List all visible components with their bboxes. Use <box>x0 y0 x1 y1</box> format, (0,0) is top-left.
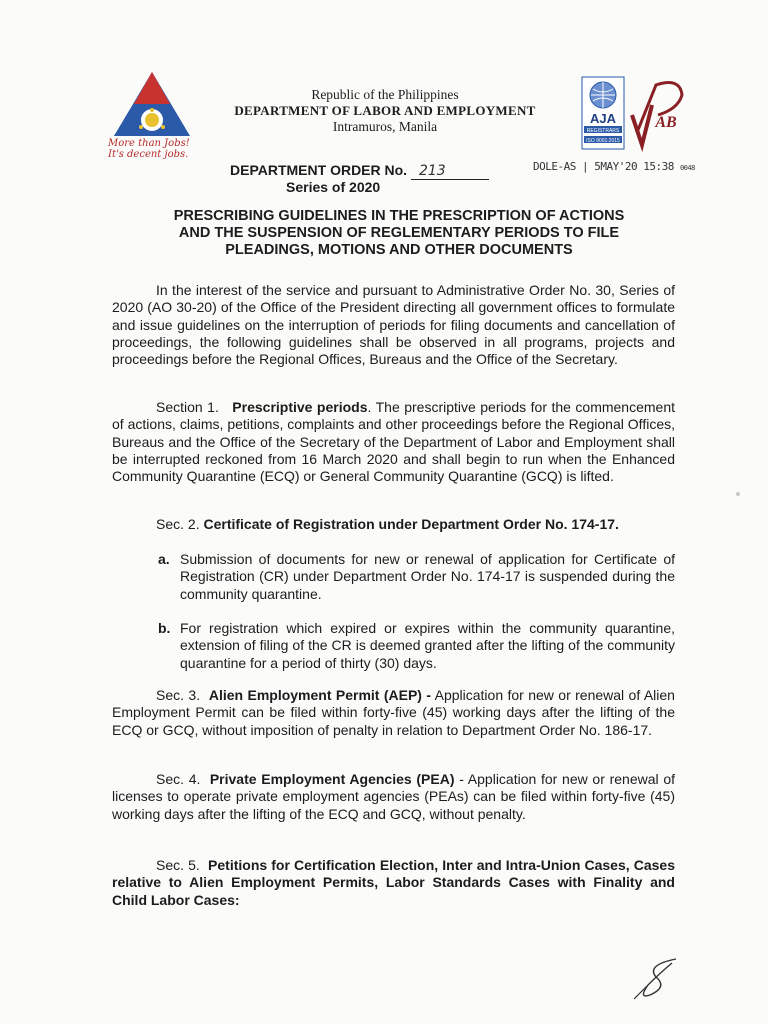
section-5 <box>112 857 675 909</box>
stamp-text: DOLE-AS | 5MAY'20 15:38 <box>533 160 674 173</box>
section-2-heading: Certificate of Registration under Department Order No. 174-17. <box>203 516 619 532</box>
cert-registrars-text: REGISTRARS <box>586 128 620 134</box>
scan-speck <box>736 492 740 496</box>
section-5-heading: Petitions for Certification Election, Inter and Intra-Union Cases, Cases relative to Alien Employment Permits, Labor Standards Cases with Finality and Child Labor Cases: <box>112 857 676 908</box>
item-a-letter: a. <box>158 551 170 567</box>
section-4 <box>112 771 675 823</box>
order-label: DEPARTMENT ORDER No. <box>230 162 408 178</box>
tagline-line-2: It's decent jobs. <box>108 149 189 160</box>
cert-aja-text: AJA <box>589 111 617 126</box>
order-title <box>140 208 658 259</box>
tagline-line-1: More than Jobs! <box>108 138 190 149</box>
section-3 <box>112 687 675 739</box>
section-1-label: Section 1. <box>156 399 219 415</box>
section-1-text: . The prescriptive periods for the commencement of actions, claims, petitions, complaints and other proceedings before the Regional Offices, Bureaus and the Office of the Secretary of the Department of Labor and Employment shall be interrupted reckoned from 16 March 2020 and shall begin to run when the Enhanced Community Quarantine (ECQ) or General Community Quarantine (GCQ) is lifted. <box>112 399 675 485</box>
section-2-item-a <box>158 551 675 603</box>
section-1 <box>112 399 675 485</box>
section-4-label: Sec. 4. <box>156 771 201 787</box>
title-line-2: AND THE SUSPENSION OF REGLEMENTARY PERIODS TO FILE <box>178 225 620 241</box>
section-4-heading: Private Employment Agencies (PEA) <box>209 771 455 787</box>
dole-tagline <box>108 138 208 160</box>
item-a-text: Submission of documents for new or renewal of application for Certificate of Registration (CR) under Department Order No. 174-17 is suspended during the community quarantine. <box>180 551 675 602</box>
section-3-text: Application for new or renewal of Alien Employment Permit can be filed within forty-five (45) working days after the lifting of the ECQ or GCQ, without imposition of penalty in relation to Department Order No. 186-17. <box>112 687 675 738</box>
order-number: 213 <box>411 163 489 180</box>
department-location: Intramuros, Manila <box>332 119 438 134</box>
section-2-item-b <box>158 620 675 672</box>
title-line-3: PLEADINGS, MOTIONS AND OTHER DOCUMENTS <box>225 242 573 258</box>
section-2 <box>112 516 675 533</box>
order-series: Series of 2020 <box>286 179 381 195</box>
receiving-stamp <box>533 160 695 173</box>
item-b-text: For registration which expired or expires within the community quarantine, extension of filing of the CR is deemed granted after the lifting of the community quarantine for a period of thirty (30) days. <box>180 620 675 671</box>
intro-paragraph <box>112 282 675 368</box>
certification-logos <box>578 75 688 155</box>
section-2-label: Sec. 2. <box>156 516 200 532</box>
signature-initials <box>626 955 686 1003</box>
letterhead <box>200 87 570 135</box>
title-line-1: PRESCRIBING GUIDELINES IN THE PRESCRIPTION OF ACTIONS <box>173 208 625 224</box>
intro-text: In the interest of the service and pursuant to Administrative Order No. 30, Series of 2020 (AO 30-20) of the Office of the President directing all government offices to formulate and issue guidelines on the interruption of periods for filing documents and cancellation of proceedings, the following guidelines shall be observed in all programs, projects and proceedings before the Regional Offices, Bureaus and the Office of the Secretary. <box>112 282 675 368</box>
section-3-label: Sec. 3. <box>156 687 201 703</box>
department-name: DEPARTMENT OF LABOR AND EMPLOYMENT <box>234 103 536 118</box>
order-number-line <box>230 162 489 180</box>
section-1-heading: Prescriptive periods <box>232 399 368 415</box>
section-3-heading: Alien Employment Permit (AEP) - <box>208 687 431 703</box>
section-4-text: - Application for new or renewal of licenses to operate private employment agencies (PEAs) can be filed within forty-five (45) working days after the lifting of the ECQ and GCQ, without penalty. <box>112 771 675 822</box>
section-5-label: Sec. 5. <box>156 857 200 873</box>
cert-ab-text: AB <box>655 114 677 131</box>
republic-label: Republic of the Philippines <box>311 87 459 102</box>
item-b-letter: b. <box>158 620 171 636</box>
cert-iso-text: ISO 9001:2015 <box>586 138 620 144</box>
stamp-suffix: 0048 <box>679 164 695 172</box>
